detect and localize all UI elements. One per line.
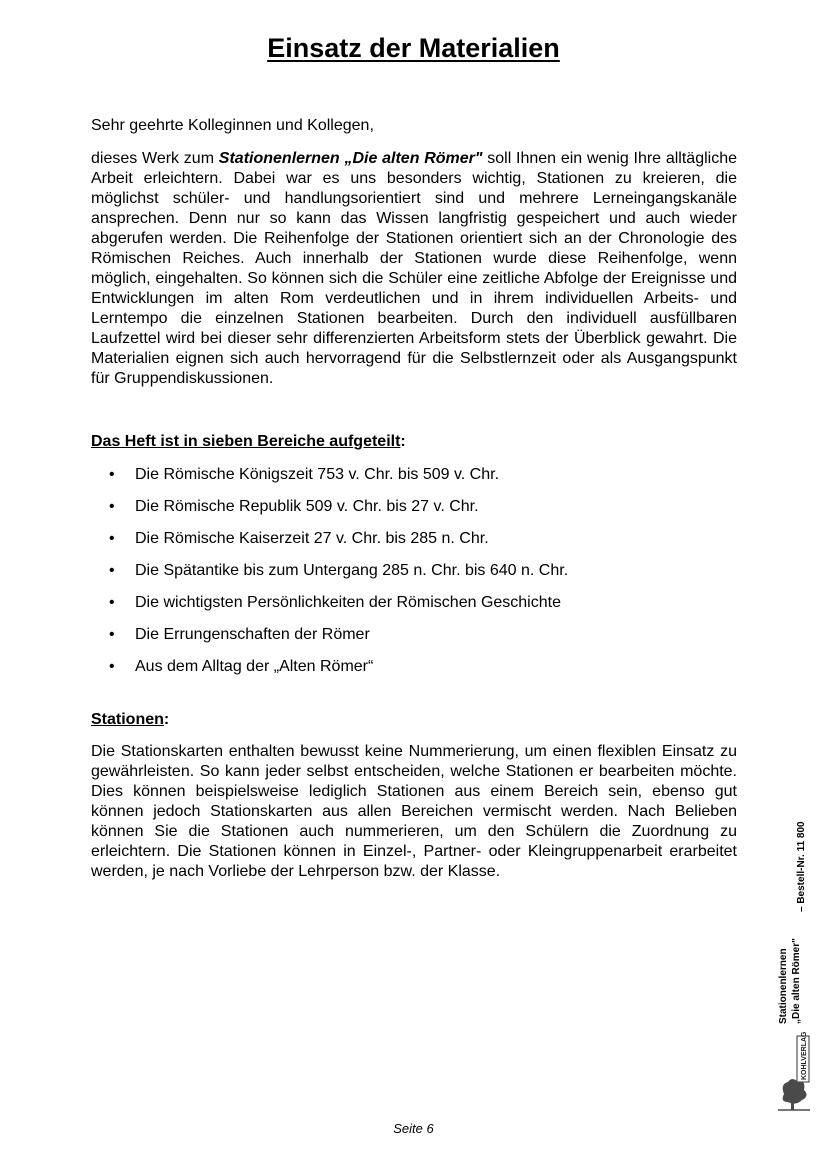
sections-heading <box>91 433 406 451</box>
order-number: – Bestell-Nr. 11 800 <box>796 821 807 912</box>
bullet-icon: • <box>109 466 115 483</box>
bullet-icon: • <box>109 498 115 515</box>
intro-after: soll Ihnen ein wenig Ihre alltägliche Arbeit erleichtern. Dabei war es uns besonders wichtig, Stationen zu kreieren, die möglichst schüler- und handlungsorientiert sind und mehrere Lerneingangskanäle ansprechen. Denn nur so kann das Wissen langfristig gespeichert und auch wieder abgerufen werden. Die Reihenfolge der Stationen orientiert sich an der Chronologie des Römischen Reiches. Auch innerhalb der Stationen wurde diese Reihenfolge, wenn möglich, eingehalten. So können sich die Schüler eine zeitliche Abfolge der Ereignisse und Entwicklungen im alten Rom verdeutlichen und in ihrem individuellen Arbeits- und Lerntempo die einzelnen Stationen bearbeiten. Durch den individuell ausfüllbaren Laufzettel wird bei dieser sehr differenzierten Arbeitsform stets der Überblick gewahrt. Die Materialien eignen sich auch hervorragend für die Selbstlernzeit oder als Ausgangspunkt für Gruppendiskussionen. <box>91 150 737 387</box>
list-item <box>91 498 568 530</box>
list-item <box>91 466 568 498</box>
list-item <box>91 562 568 594</box>
list-item-text: Die Spätantike bis zum Untergang 285 n. Chr. bis 640 n. Chr. <box>135 562 569 579</box>
publisher-logo-icon <box>776 1032 816 1112</box>
list-item-text: Die wichtigsten Persönlichkeiten der Römischen Geschichte <box>135 594 561 611</box>
bullet-icon: • <box>109 530 115 547</box>
sections-list <box>91 466 568 690</box>
list-item <box>91 530 568 562</box>
stations-paragraph: Die Stationskarten enthalten bewusst keine Nummerierung, um einen flexiblen Einsatz zu gewährleisten. So kann jeder selbst entscheiden, welche Stationen er bearbeiten möchte. Dies können beispielsweise lediglich Stationen aus einem Bereich sein, ebenso gut können jedoch Stationskarten aus allen Bereichen vermischt werden. Nach Belieben können Sie die Stationen auch nummerieren, um den Schülern die Zuordnung zu erleichtern. Die Stationen können in Einzel-, Partner- oder Kleingruppenarbeit erarbeitet werden, je nach Vorliebe der Lehrperson bzw. der Klasse. <box>91 743 737 880</box>
intro-before: dieses Werk zum <box>91 150 219 167</box>
bullet-icon: • <box>109 562 115 579</box>
intro-emphasis: Stationenlernen „Die alten Römer" <box>218 150 483 167</box>
page-number: Seite 6 <box>393 1121 434 1136</box>
list-item-text: Die Römische Republik 509 v. Chr. bis 27 v. Chr. <box>135 498 479 515</box>
list-item <box>91 594 568 626</box>
greeting: Sehr geehrte Kolleginnen und Kollegen, <box>91 117 374 134</box>
publisher-wordmark: KOHLVERLAG <box>801 1032 808 1080</box>
list-item-text: Aus dem Alltag der „Alten Römer“ <box>135 658 374 675</box>
list-item <box>91 626 568 658</box>
list-item-text: Die Römische Kaiserzeit 27 v. Chr. bis 285 n. Chr. <box>135 530 489 547</box>
stations-heading <box>91 711 169 729</box>
sections-heading-text: Das Heft ist in sieben Bereiche aufgeteilt <box>91 433 401 450</box>
bullet-icon: • <box>109 594 115 611</box>
intro-paragraph <box>91 149 737 389</box>
bullet-icon: • <box>109 626 115 643</box>
page-title: Einsatz der Materialien <box>267 33 560 63</box>
list-item-text: Die Errungenschaften der Römer <box>135 626 370 643</box>
sidebar-title-line2: „Die alten Römer" <box>791 938 802 1024</box>
bullet-icon: • <box>109 658 115 675</box>
stations-heading-colon: : <box>163 711 170 728</box>
sections-heading-colon: : <box>400 433 406 450</box>
sidebar-title-line1: Stationenlernen <box>778 948 789 1024</box>
list-item <box>91 658 568 690</box>
stations-heading-text: Stationen <box>91 711 164 728</box>
publisher-sidebar <box>776 821 816 1120</box>
list-item-text: Die Römische Königszeit 753 v. Chr. bis 509 v. Chr. <box>135 466 500 483</box>
